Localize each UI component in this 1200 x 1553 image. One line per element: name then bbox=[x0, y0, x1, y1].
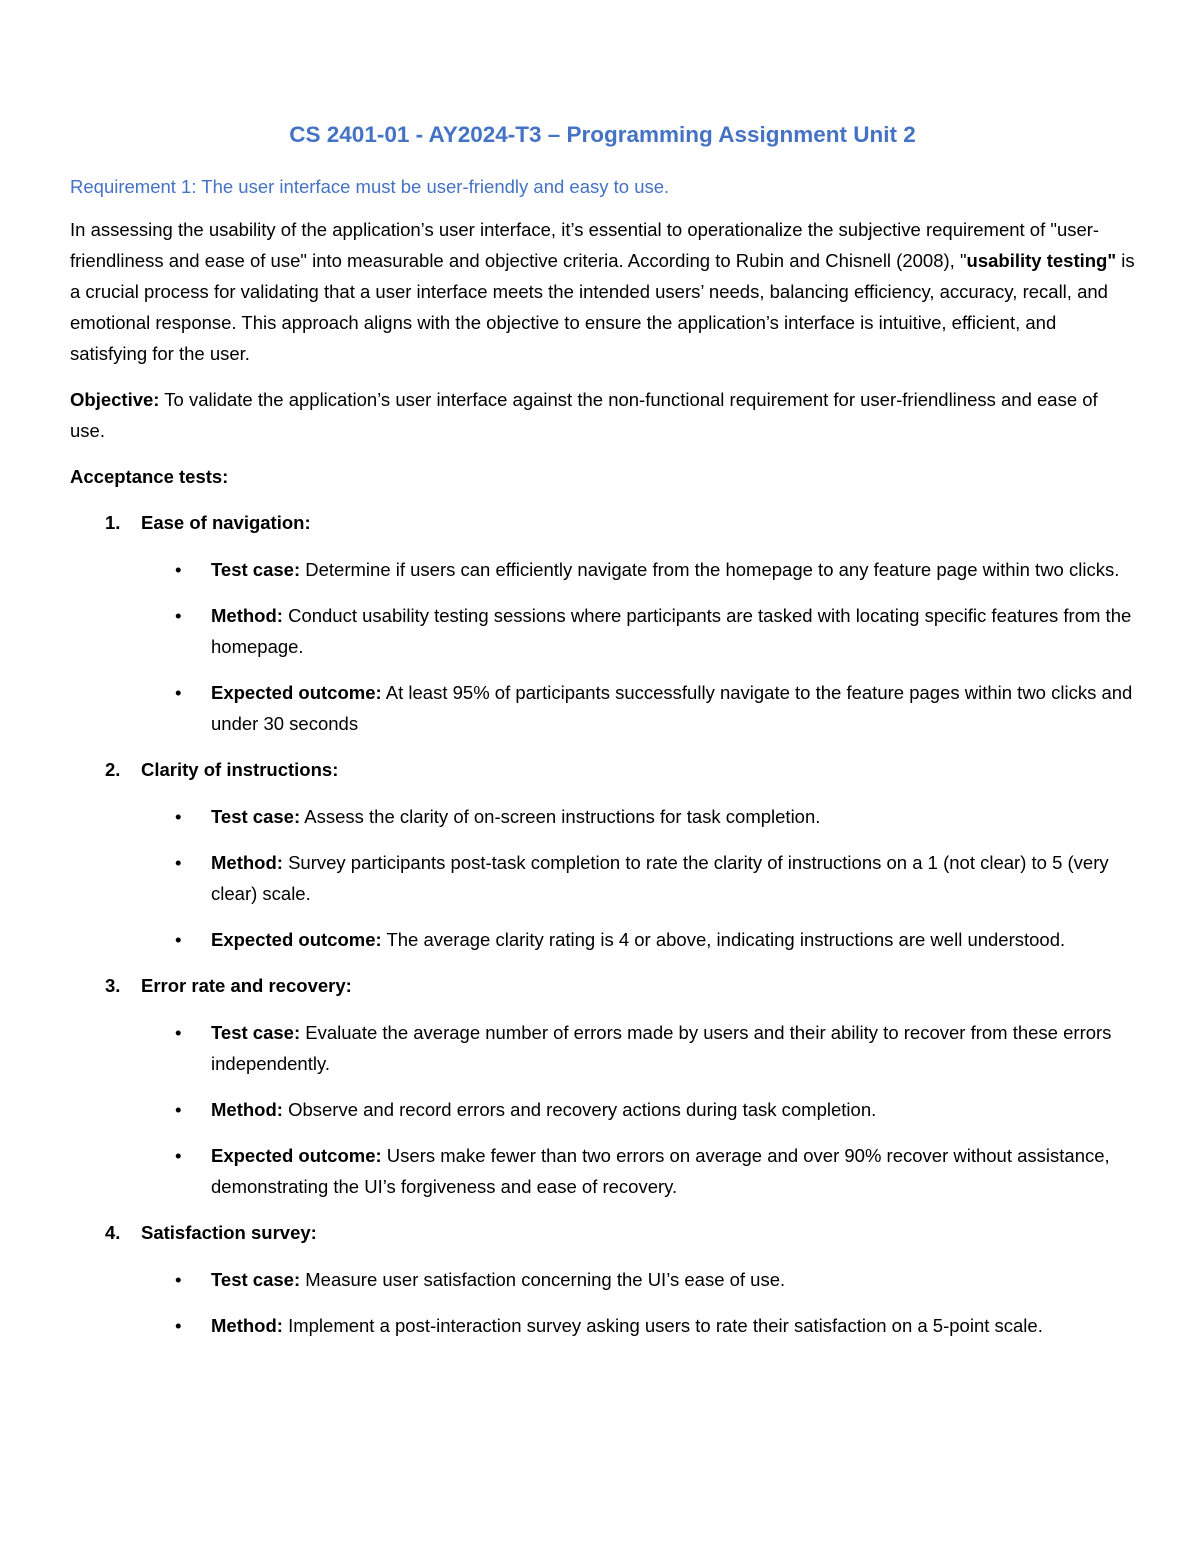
bullet-icon: • bbox=[175, 852, 182, 873]
test-bullet bbox=[70, 801, 1135, 832]
bullet-text: The average clarity rating is 4 or above, indicating instructions are well understood. bbox=[381, 929, 1066, 950]
intro-text-part2: is a crucial process for validating that a user interface meets the intended users’ needs, balancing efficiency, accuracy, recall, and emotional response. This approach aligns with the objective to ensure the application’s interface is intuitive, efficient, and satisfying for the user. bbox=[70, 250, 1135, 364]
test-bullet bbox=[70, 847, 1135, 909]
bullet-text: Assess the clarity of on-screen instructions for task completion. bbox=[300, 806, 821, 827]
acceptance-tests-label: Acceptance tests: bbox=[70, 466, 229, 487]
bullet-text: Determine if users can efficiently navigate from the homepage to any feature page within two clicks. bbox=[300, 559, 1120, 580]
test-bullet bbox=[70, 554, 1135, 585]
bullet-icon: • bbox=[175, 605, 182, 626]
test-title bbox=[70, 507, 1135, 538]
test-title bbox=[70, 754, 1135, 785]
test-number: 3. bbox=[105, 975, 121, 996]
test-bullet bbox=[70, 1017, 1135, 1079]
test-bullet bbox=[70, 1264, 1135, 1295]
bullet-icon: • bbox=[175, 1315, 182, 1336]
bullet-label: Method: bbox=[211, 852, 283, 873]
test-number: 4. bbox=[105, 1222, 121, 1243]
bullet-icon: • bbox=[175, 1099, 182, 1120]
bullet-text: Observe and record errors and recovery actions during task completion. bbox=[282, 1099, 877, 1120]
bullet-icon: • bbox=[175, 559, 182, 580]
test-number: 1. bbox=[105, 512, 121, 533]
test-title-text: Ease of navigation: bbox=[141, 512, 311, 533]
bullet-icon: • bbox=[175, 929, 182, 950]
bullet-label: Expected outcome: bbox=[211, 682, 382, 703]
bullet-label: Test case: bbox=[211, 559, 301, 580]
bullet-label: Expected outcome: bbox=[211, 929, 382, 950]
bullet-label: Method: bbox=[211, 605, 283, 626]
bullet-icon: • bbox=[175, 806, 182, 827]
bullet-text: Measure user satisfaction concerning the UI’s ease of use. bbox=[300, 1269, 786, 1290]
document-body bbox=[70, 118, 1135, 1356]
bullet-label: Test case: bbox=[211, 1269, 301, 1290]
test-group-3 bbox=[70, 970, 1135, 1202]
bullet-text: Conduct usability testing sessions where participants are tasked with locating specific features from the homepage. bbox=[211, 605, 1132, 657]
test-bullet bbox=[70, 600, 1135, 662]
test-title-text: Error rate and recovery: bbox=[141, 975, 352, 996]
bullet-text: Implement a post-interaction survey asking users to rate their satisfaction on a 5-point scale. bbox=[282, 1315, 1043, 1336]
bullet-label: Method: bbox=[211, 1315, 283, 1336]
bullet-icon: • bbox=[175, 682, 182, 703]
test-bullet bbox=[70, 1140, 1135, 1202]
test-bullet bbox=[70, 1310, 1135, 1341]
bullet-label: Test case: bbox=[211, 1022, 301, 1043]
bullet-icon: • bbox=[175, 1269, 182, 1290]
objective-paragraph bbox=[70, 384, 1135, 446]
test-title-text: Clarity of instructions: bbox=[141, 759, 339, 780]
bullet-label: Method: bbox=[211, 1099, 283, 1120]
bullet-icon: • bbox=[175, 1022, 182, 1043]
bullet-text: Users make fewer than two errors on average and over 90% recover without assistance, demonstrating the UI’s forgiveness and ease of recovery. bbox=[211, 1145, 1110, 1197]
test-bullet bbox=[70, 677, 1135, 739]
test-number: 2. bbox=[105, 759, 121, 780]
test-group-4 bbox=[70, 1217, 1135, 1341]
test-group-1 bbox=[70, 507, 1135, 739]
document-title: CS 2401-01 - AY2024-T3 – Programming Assignment Unit 2 bbox=[289, 122, 916, 147]
bullet-icon: • bbox=[175, 1145, 182, 1166]
intro-text-part1: In assessing the usability of the application’s user interface, it’s essential to operationalize the subjective requirement of "user-friendliness and ease of use" into measurable and objective criteria. According to Rubin and Chisnell (2008), " bbox=[70, 219, 1100, 271]
test-title bbox=[70, 970, 1135, 1001]
test-title bbox=[70, 1217, 1135, 1248]
objective-label: Objective: bbox=[70, 389, 160, 410]
objective-text: To validate the application’s user interface against the non-functional requirement for user-friendliness and ease of use. bbox=[70, 389, 1098, 441]
test-bullet bbox=[70, 924, 1135, 955]
intro-bold-term: usability testing" bbox=[966, 250, 1117, 271]
test-group-2 bbox=[70, 754, 1135, 955]
bullet-text: Evaluate the average number of errors made by users and their ability to recover from these errors independently. bbox=[211, 1022, 1112, 1074]
bullet-label: Expected outcome: bbox=[211, 1145, 382, 1166]
bullet-text: At least 95% of participants successfully navigate to the feature pages within two clicks and under 30 seconds bbox=[211, 682, 1133, 734]
intro-paragraph bbox=[70, 214, 1135, 369]
test-bullet bbox=[70, 1094, 1135, 1125]
requirement-heading: Requirement 1: The user interface must be user-friendly and easy to use. bbox=[70, 176, 670, 197]
bullet-text: Survey participants post-task completion to rate the clarity of instructions on a 1 (not clear) to 5 (very clear) scale. bbox=[211, 852, 1109, 904]
bullet-label: Test case: bbox=[211, 806, 301, 827]
test-title-text: Satisfaction survey: bbox=[141, 1222, 317, 1243]
